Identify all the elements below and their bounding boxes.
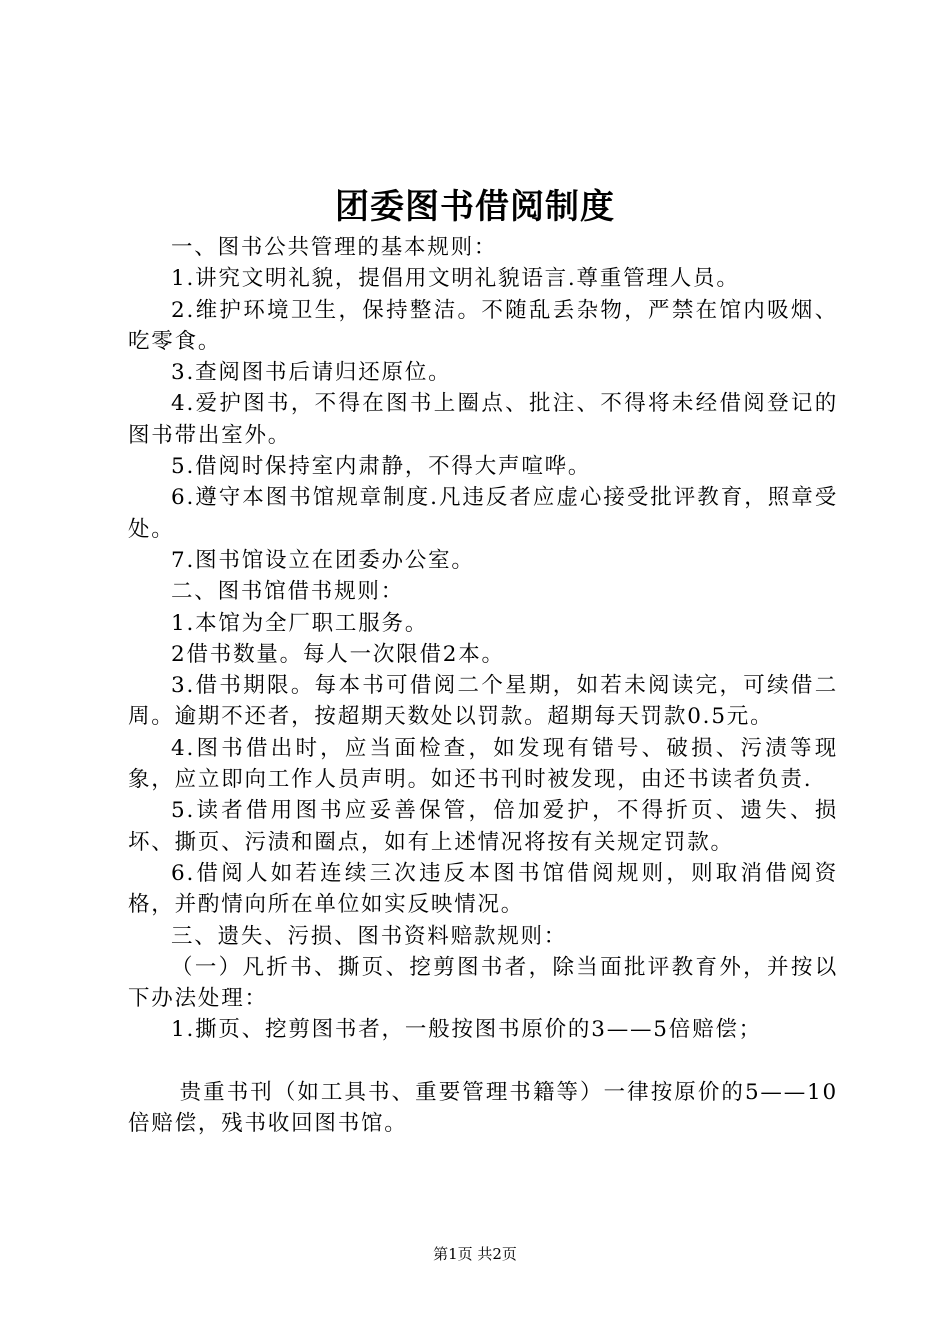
rule-paragraph: 6.借阅人如若连续三次违反本图书馆借阅规则，则取消借阅资格，并酌情向所在单位如实反映情况。 — [128, 860, 838, 918]
blank-line — [128, 1046, 838, 1077]
rule-paragraph: 3.借书期限。每本书可借阅二个星期，如若未阅读完，可续借二周。逾期不还者，按超期天数处以罚款。超期每天罚款0.5元。 — [128, 673, 838, 730]
rule-paragraph: 1.撕页、挖剪图书者，一般按图书原价的3——5倍赔偿； — [171, 1017, 762, 1043]
section-heading-3: 三、遗失、污损、图书资料赔款规则： — [171, 923, 568, 949]
rule-paragraph: 4.爱护图书，不得在图书上圈点、批注、不得将未经借阅登记的图书带出室外。 — [128, 391, 838, 448]
document-title: 团委图书借阅制度 — [335, 187, 615, 227]
section-heading-1: 一、图书公共管理的基本规则： — [171, 235, 498, 260]
rule-paragraph: 4.图书借出时，应当面检查，如发现有错号、破损、污渍等现象，应立即向工作人员声明。如还书刊时被发现，由还书读者负责. — [128, 735, 838, 793]
rule-paragraph: 3.查阅图书后请归还原位。 — [171, 360, 452, 386]
rule-paragraph: 1.本馆为全厂职工服务。 — [171, 610, 429, 636]
rule-paragraph: 7.图书馆设立在团委办公室。 — [171, 547, 475, 573]
document-body — [128, 232, 838, 1139]
rule-paragraph: 2借书数量。每人一次限借2本。 — [171, 641, 505, 667]
rule-paragraph: 2.维护环境卫生，保持整洁。不随乱丢杂物，严禁在馆内吸烟、吃零食。 — [128, 297, 838, 354]
rule-paragraph: 5.读者借用图书应妥善保管，倍加爱护，不得折页、遗失、损坏、撕页、污渍和圈点，如有上述情况将按有关规定罚款。 — [128, 798, 838, 855]
rule-paragraph: 贵重书刊（如工具书、重要管理书籍等）一律按原价的5——10倍赔偿，残书收回图书馆。 — [128, 1079, 838, 1137]
rule-paragraph: 6.遵守本图书馆规章制度.凡违反者应虚心接受批评教育，照章受处。 — [128, 485, 838, 542]
rule-paragraph: 1.讲究文明礼貌，提倡用文明礼貌语言.尊重管理人员。 — [171, 266, 740, 292]
section-heading-2: 二、图书馆借书规则： — [171, 579, 405, 605]
page-footer: 第1页 共2页 — [433, 1245, 517, 1263]
rule-paragraph: （一）凡折书、撕页、挖剪图书者，除当面批评教育外，并按以下办法处理： — [128, 954, 838, 1012]
rule-paragraph: 5.借阅时保持室内肃静，不得大声喧哗。 — [171, 454, 592, 480]
